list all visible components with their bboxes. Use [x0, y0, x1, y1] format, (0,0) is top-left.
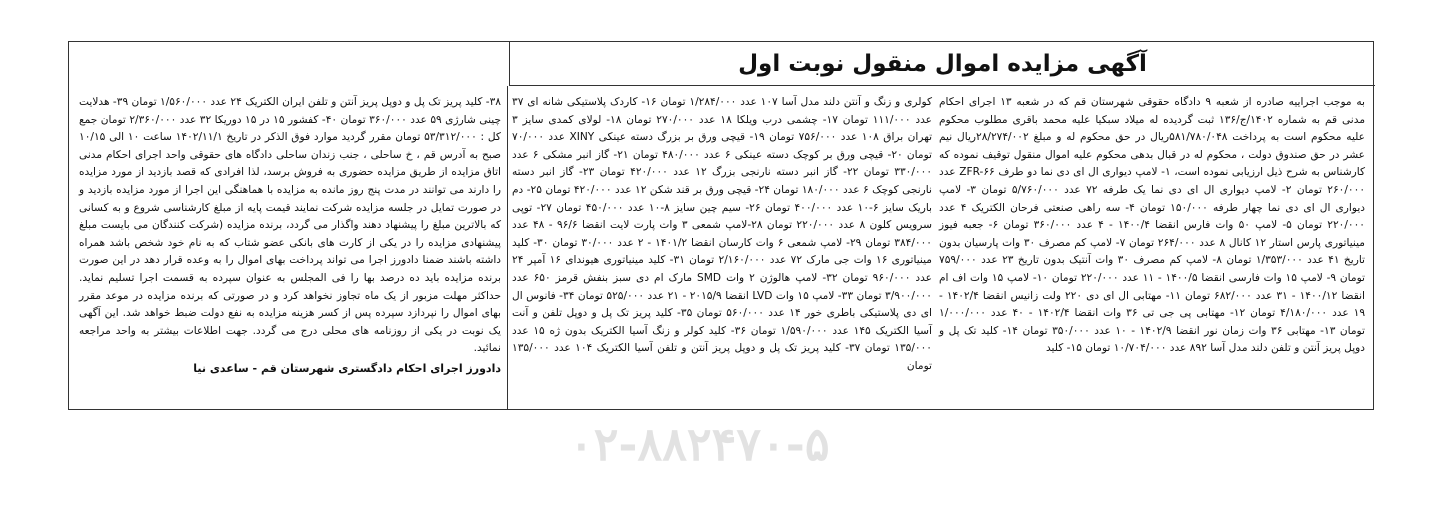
column-divider: [507, 86, 508, 409]
column-middle: [512, 94, 932, 406]
title-box: [509, 42, 1375, 86]
column-middle-text: کولری و زنگ و آنتن دلند مدل آسا ۱۰۷ عدد ۱/۲۸۴/۰۰۰ تومان ۱۶- کاردک پلاستیکی شانه ای ۳۷ عدد ۱۱۱/۰۰۰ تومان ۱۷- چشمی درب ویلکا ۱۸ عدد ۲۷۰/۰۰۰ تومان ۱۸- لولای کمدی سایز ۳ تهران براق ۱۰۸ عدد ۷۵۶/۰۰۰ تومان ۱۹- قیچی ورق بر بزرگ دسته عینکی XINY عدد ۷۰/۰۰۰ تومان ۲۰- قیچی ورق بر کوچک دسته عینکی ۶ عدد ۴۸۰/۰۰۰ تومان ۲۱- گاز انبر مشکی ۶ عدد ۳۳۰/۰۰۰ تومان ۲۲- گاز انبر دسته نارنجی بزرگ ۱۲ عدد ۴۲۰/۰۰۰ تومان ۲۳- گاز انبر دسته نارنجی کوچک ۶ عدد ۱۸۰/۰۰۰ تومان ۲۴- قیچی ورق بر قند شکن ۱۲ عدد ۴۲۰/۰۰۰ تومان ۲۵- دم باریک سایز ۶-۱۰ عدد ۴۰۰/۰۰۰ تومان ۲۶- سیم چین سایز ۸-۱۰ عدد ۴۵۰/۰۰۰ تومان ۲۷- توپی سرویس کلون ۸ عدد ۲۲۰/۰۰۰ تومان ۲۸-لامپ شمعی ۳ وات پارت لایت انقضا ۹۶/۶ - ۴۸ عدد ۳۸۴/۰۰۰ تومان ۲۹- لامپ شمعی ۶ وات کارسان انقضا ۱۴۰۱/۲ - ۲ عدد ۳۰/۰۰۰ تومان ۳۰- کلید مینیاتوری ۱۶ وات جی مارک ۷۲ عدد ۲/۱۶۰/۰۰۰ تومان ۳۱- کلید مینیاتوری هیوندای ۱۶ آمپر ۲۴ عدد ۹۶۰/۰۰۰ تومان ۳۲- لامپ هالوژن ۲ وات SMD مارک ام دی سبز بنفش قرمز ۶۵۰ عدد ۳/۹۰۰/۰۰۰ تومان ۳۳- لامپ ۱۵ وات LVD انقضا ۲۰۱۵/۹ - ۲۱ عدد ۵۲۵/۰۰۰ تومان ۳۴- فانوس ال ای دی پلاستیکی باطری خور ۱۴ عدد ۵۶۰/۰۰۰ تومان ۳۵- کلید پریز تک پل و دوپل تلفن و آنت آسیا الکتریک ۱۴۵ عدد ۱/۵۹۰/۰۰۰ تومان ۳۶- کلید کولر و زنگ آسیا الکتریک بدون ژه ۱۵ عدد ۱۳۵/۰۰۰ تومان ۳۷- کلید پریز تک پل و دوپل پریز آنتن و تلفن آسیا الکتریک ۱۰۴ عدد ۱۳۵/۰۰۰ تومان: [512, 96, 933, 372]
column-right-text: به موجب اجراییه صادره از شعبه ۹ دادگاه حقوقی شهرستان قم که در شعبه ۱۳ اجرای احکام مدنی قم به شماره ۱۴۰۲/ج/۱۳۶ ثبت گردیده له میلاد سبکیا علیه محمد باقری مطلوب محکوم علیه محکوم است به پرداخت ۵۸۱/۷۸۰/۰۴۸ریال در حق محکوم له و مبلغ ۲۸/۲۷۴/۰۰۲ریال نیم عشر در حق صندوق دولت ، محکوم له در قبال بدهی محکوم علیه اموال منقول توقیف نموده که کارشناس به شرح ذیل ارزیابی نموده است، ۱- لامپ دیواری ال ای دی نما دو طرف ZFR-۶۶ عدد ۲۶۰/۰۰۰ تومان ۲- لامپ دیواری ال ای دی نما یک طرفه ۷۲ عدد ۵/۷۶۰/۰۰۰ تومان ۳- لامپ دیواری ال ای دی نما چهار طرفه ۱۵۰/۰۰۰ تومان ۴- سه راهی صنعتی فرحان الکتریک ۴ عدد ۲۲۰/۰۰۰ تومان ۵- لامپ ۵۰ وات فارس انقضا ۱۴۰۰/۴ - ۴ عدد ۳۶۰/۰۰۰ تومان ۶- جعبه فیوز مینیاتوری پارس استار ۱۲ کانال ۸ عدد ۲۶۴/۰۰۰ تومان ۷- لامپ کم مصرف ۳۰ وات پارسیان بدون تاریخ ۴۱ عدد ۱/۳۵۳/۰۰۰ تومان ۸- لامپ کم مصرف ۳۰ وات آنتیک بدون تاریخ ۲۳ عدد ۷۵۹/۰۰۰ تومان ۹- لامپ ۱۵ وات فارسی انقضا ۱۴۰۰/۵ - ۱۱ عدد ۲۲۰/۰۰۰ تومان ۱۰- لامپ ۱۵ وات اف ام انقضا ۱۴۰۰/۱۲ - ۳۱ عدد ۶۸۲/۰۰۰ تومان ۱۱- مهتابی ال ای دی ۲۲۰ ولت زانیس انقضا ۱۴۰۲/۴ - ۱۹ عدد ۴/۱۸۰/۰۰۰ تومان ۱۲- مهتابی پی جی تی ۳۶ وات انقضا ۱۴۰۲/۴ - ۴۰ عدد ۱/۰۰۰/۰۰۰ تومان ۱۳- مهتابی ۳۶ وات زمان نور انقضا ۱۴۰۲/۹ - ۱۰ عدد ۳۵۰/۰۰۰ تومان ۱۴- کلید تک پل و دوپل پریز آنتن و تلفن دلند مدل آسا ۸۹۲ عدد ۱۰/۷۰۴/۰۰۰ تومان ۱۵- کلید: [939, 96, 1366, 355]
watermark-stamp: ۰۲-۸۸۲۴۷۰-۵: [569, 417, 830, 471]
column-left: [79, 94, 501, 406]
signature: دادورز اجرای احکام دادگستری شهرستان قم - ساعدی نیا: [193, 361, 501, 375]
auction-notice: [68, 41, 1374, 471]
notice-title: آگهی مزایده اموال منقول نوبت اول: [738, 50, 1147, 77]
column-left-text: ۳۸- کلید پریز تک پل و دوپل پریز آنتن و تلفن ایران الکتریک ۲۴ عدد ۱/۵۶۰/۰۰۰ تومان ۳۹- هدلایت چینی شارژی ۵۹ عدد ۳۶۰/۰۰۰ تومان ۴۰- کفشور ۱۵ در ۱۵ دوریکا ۳۲ عدد ۲/۳۶۰/۰۰۰ تومان جمع کل : ۵۳/۳۱۲/۰۰۰ تومان مقرر گردید موارد فوق الذکر در تاریخ ۱۴۰۲/۱۱/۱ ساعت ۱۰ الی ۱۰/۱۵ صبح به آدرس قم ، خ ساحلی ، جنب زندان ساحلی دادگاه های حقوقی واحد اجرای احکام مدنی اتاق مزایده از طریق مزایده حضوری به فروش برسد، لذا افرادی که قصد بازدید از مورد مزایده را دارند می توانند در مدت پنج روز مانده به مزایده با هماهنگی این اجرا از مورد مزایده بازدید و در صورت تمایل در جلسه مزایده شرکت نمایند قیمت پایه از مبلغ کارشناسی شروع و به کسانی که بالاترین مبلغ را پیشنهاد دهند واگذار می گردد، برنده مزایده (شرکت کنندگان می بایست مبلغ پیشنهادی مزایده را در یکی از کارت های بانکی عضو شتاب که به نام خود شخص باشد همراه داشته باشند ضمنا دادورز اجرا می تواند پرداخت بهای اموال را به وعده قرار دهد در این صورت برنده مزایده باید ده درصد بها را فی المجلس به عنوان سپرده به قسمت اجرا تسلیم نماید. حداکثر مهلت مزبور از یک ماه تجاوز نخواهد کرد و در صورتی که برنده مزایده در موعد مقرر بهای اموال را نپردازد سپرده پس از کسر هزینه مزایده به نفع دولت ضبط خواهد شد. این آگهی یک نوبت در یکی از روزنامه های محلی درج می گردد. جهت اطلاعات بیشتر به واحد مراجعه نمائید.: [79, 96, 502, 355]
column-right: [939, 94, 1365, 406]
